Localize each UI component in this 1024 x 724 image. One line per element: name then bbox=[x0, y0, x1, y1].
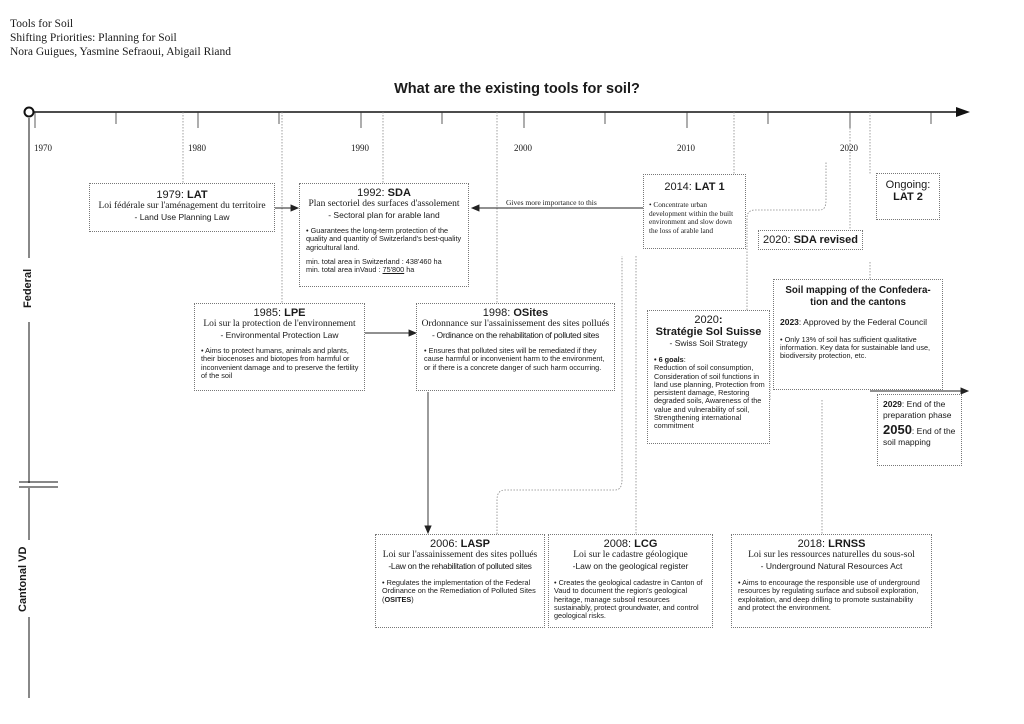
lcg-year: 2008: bbox=[603, 538, 635, 550]
phase-2029-text: : End of the preparation phase bbox=[883, 399, 952, 420]
strategie-year: 2020 bbox=[694, 314, 719, 326]
lrnss-english-name: - Underground Natural Resources Act bbox=[760, 561, 903, 571]
sda-revised-year: 2020: bbox=[763, 234, 794, 246]
header-line-2: Shifting Priorities: Planning for Soil bbox=[10, 32, 177, 44]
timeline-start-circle bbox=[25, 108, 34, 117]
sda-revised-code: SDA revised bbox=[793, 234, 858, 246]
strategie-goals-colon: : bbox=[683, 355, 686, 364]
osites-code: OSites bbox=[513, 307, 549, 319]
osites-description: • Ensures that polluted sites will be remediated if they cause harmful or inconvenient harm to the environment, or if there is a concrete danger of such harm occurring. bbox=[424, 346, 605, 372]
box-soil-mapping bbox=[773, 279, 943, 390]
year-label-1980: 1980 bbox=[188, 143, 206, 153]
lat2-code: LAT 2 bbox=[893, 191, 923, 203]
lasp-description-osites: OSITES bbox=[384, 594, 412, 604]
phase-2050-year: 2050 bbox=[883, 422, 912, 437]
sda-year: 1992: bbox=[357, 187, 388, 199]
lat2-ongoing-label: Ongoing: bbox=[885, 179, 931, 191]
lasp-year: 2006: bbox=[430, 538, 461, 550]
timeline-arrowhead bbox=[956, 107, 970, 117]
lat-code: LAT bbox=[187, 189, 208, 201]
box-sda-revised bbox=[758, 230, 863, 250]
soil-mapping-approved: : Approved by the Federal Council bbox=[798, 317, 927, 327]
strategie-english-name: - Swiss Soil Strategy bbox=[669, 338, 748, 348]
lasp-description-end: ) bbox=[411, 594, 414, 604]
osites-french-name: Ordonnance sur l'assainissement des sites pollués bbox=[421, 319, 610, 329]
lcg-description: • Creates the geological cadastre in Canton of Vaud to document the region's geological heritage, manage subsoil resources sustainably, protect groundwater, and control geological risks. bbox=[554, 578, 703, 621]
sda-description: • Guarantees the long-term protection of the quality and quantity of Switzerland's best-quality agricultural land. bbox=[306, 226, 462, 252]
phase-2029-year: 2029 bbox=[883, 399, 902, 409]
sda-code: SDA bbox=[387, 187, 411, 199]
box-lpe bbox=[194, 303, 365, 391]
lpe-french-name: Loi sur la protection de l'environnement bbox=[203, 319, 356, 329]
timeline-ticks bbox=[35, 112, 931, 128]
strategie-name: Stratégie Sol Suisse bbox=[655, 326, 762, 338]
lrnss-french-name: Loi sur les ressources naturelles du sous-sol bbox=[748, 550, 915, 560]
lat-year: 1979: bbox=[156, 189, 187, 201]
year-label-2000: 2000 bbox=[514, 143, 532, 153]
box-mapping-phases bbox=[877, 394, 962, 466]
header-line-1: Tools for Soil bbox=[10, 18, 74, 30]
lasp-code: LASP bbox=[460, 538, 490, 550]
sda-min-area-vaud-unit: ha bbox=[404, 265, 415, 275]
lasp-english-name: -Law on the rehabilitation of polluted sites bbox=[388, 561, 532, 571]
lat1-year: 2014: bbox=[664, 181, 695, 193]
box-lat bbox=[89, 183, 275, 232]
lasp-description: • Regulates the implementation of the Federal Ordinance on the Remediation of Polluted Sites ( bbox=[382, 578, 536, 604]
osites-english-name: - Ordinance on the rehabilitation of polluted sites bbox=[431, 330, 600, 340]
box-strategie-sol-suisse bbox=[647, 310, 770, 444]
level-label-federal: Federal bbox=[22, 268, 34, 308]
lcg-code: LCG bbox=[634, 538, 658, 550]
sda-min-area-vaud-label: min. total area inVaud : bbox=[306, 265, 383, 275]
lpe-english-name: - Environmental Protection Law bbox=[220, 330, 339, 340]
soil-mapping-title: Soil mapping of the Confedera- tion and the cantons bbox=[785, 285, 931, 308]
box-lat1 bbox=[643, 174, 746, 249]
lat-french-name: Loi fédérale sur l'aménagement du territoire bbox=[98, 201, 266, 211]
lat1-description: • Concentrate urban development within the built environment and slow down the loss of arable land bbox=[649, 200, 734, 235]
year-label-2010: 2010 bbox=[677, 143, 695, 153]
box-sda bbox=[299, 183, 469, 287]
page-title: What are the existing tools for soil? bbox=[394, 81, 640, 97]
soil-mapping-description: • Only 13% of soil has sufficient qualitative information. Key data for sustainable land use, biodiversity protection, etc. bbox=[780, 334, 931, 361]
lpe-code: LPE bbox=[284, 307, 306, 319]
box-lrnss bbox=[731, 534, 932, 628]
strategie-goals-label: • 6 goals bbox=[654, 355, 684, 364]
soil-mapping-2023: 2023 bbox=[780, 317, 799, 327]
sda-min-area-switzerland: min. total area in Switzerland : 438'460 ha bbox=[306, 256, 442, 266]
lrnss-year: 2018: bbox=[797, 538, 829, 550]
lat1-code: LAT 1 bbox=[694, 181, 725, 193]
year-label-1990: 1990 bbox=[351, 143, 369, 153]
lcg-french-name: Loi sur le cadastre géologique bbox=[573, 550, 688, 560]
lasp-french-name: Loi sur l'assainissement des sites pollués bbox=[382, 550, 538, 560]
level-label-cantonal: Cantonal VD bbox=[17, 546, 29, 612]
lat-english-name: - Land Use Planning Law bbox=[134, 212, 230, 222]
box-lcg bbox=[548, 534, 713, 628]
strategie-colon: : bbox=[718, 314, 723, 326]
box-lasp bbox=[375, 534, 545, 628]
box-lat2-ongoing bbox=[876, 173, 940, 220]
phase-2050-text: : End of the soil mapping bbox=[883, 426, 956, 447]
sda-english-name: - Sectoral plan for arable land bbox=[328, 210, 440, 220]
lcg-english-name: -Law on the geological register bbox=[572, 561, 689, 571]
osites-year: 1998: bbox=[482, 307, 514, 319]
box-osites bbox=[416, 303, 615, 391]
year-label-1970: 1970 bbox=[34, 143, 52, 153]
lpe-year: 1985: bbox=[253, 307, 285, 319]
lrnss-code: LRNSS bbox=[828, 538, 866, 550]
sda-french-name: Plan sectoriel des surfaces d'assolement bbox=[308, 199, 460, 209]
lrnss-description: • Aims to encourage the responsible use of underground resources by regulating surface and subsoil exploration, exploitation, and deep drilling to promote sustainability and protect the environment. bbox=[738, 578, 920, 612]
header-line-3: Nora Guigues, Yasmine Sefraoui, Abigail Riand bbox=[10, 46, 232, 58]
lpe-description: • Aims to protect humans, animals and plants, their biocenoses and biotopes from harmful or inconvenient damage and to preserve the fertility of the soil bbox=[201, 346, 359, 380]
year-label-2020: 2020 bbox=[840, 143, 858, 153]
arrow-note: Gives more importance to this bbox=[506, 198, 597, 207]
sda-min-area-vaud-value: 75'800 bbox=[382, 265, 405, 275]
strategie-goals-list: Reduction of soil consumption, Consideration of soil functions in land use planning, Protection from persistent damage, Restoring degraded soils, Awareness of the value and vulnerability of soil, Strengthening international commitment bbox=[654, 363, 765, 431]
